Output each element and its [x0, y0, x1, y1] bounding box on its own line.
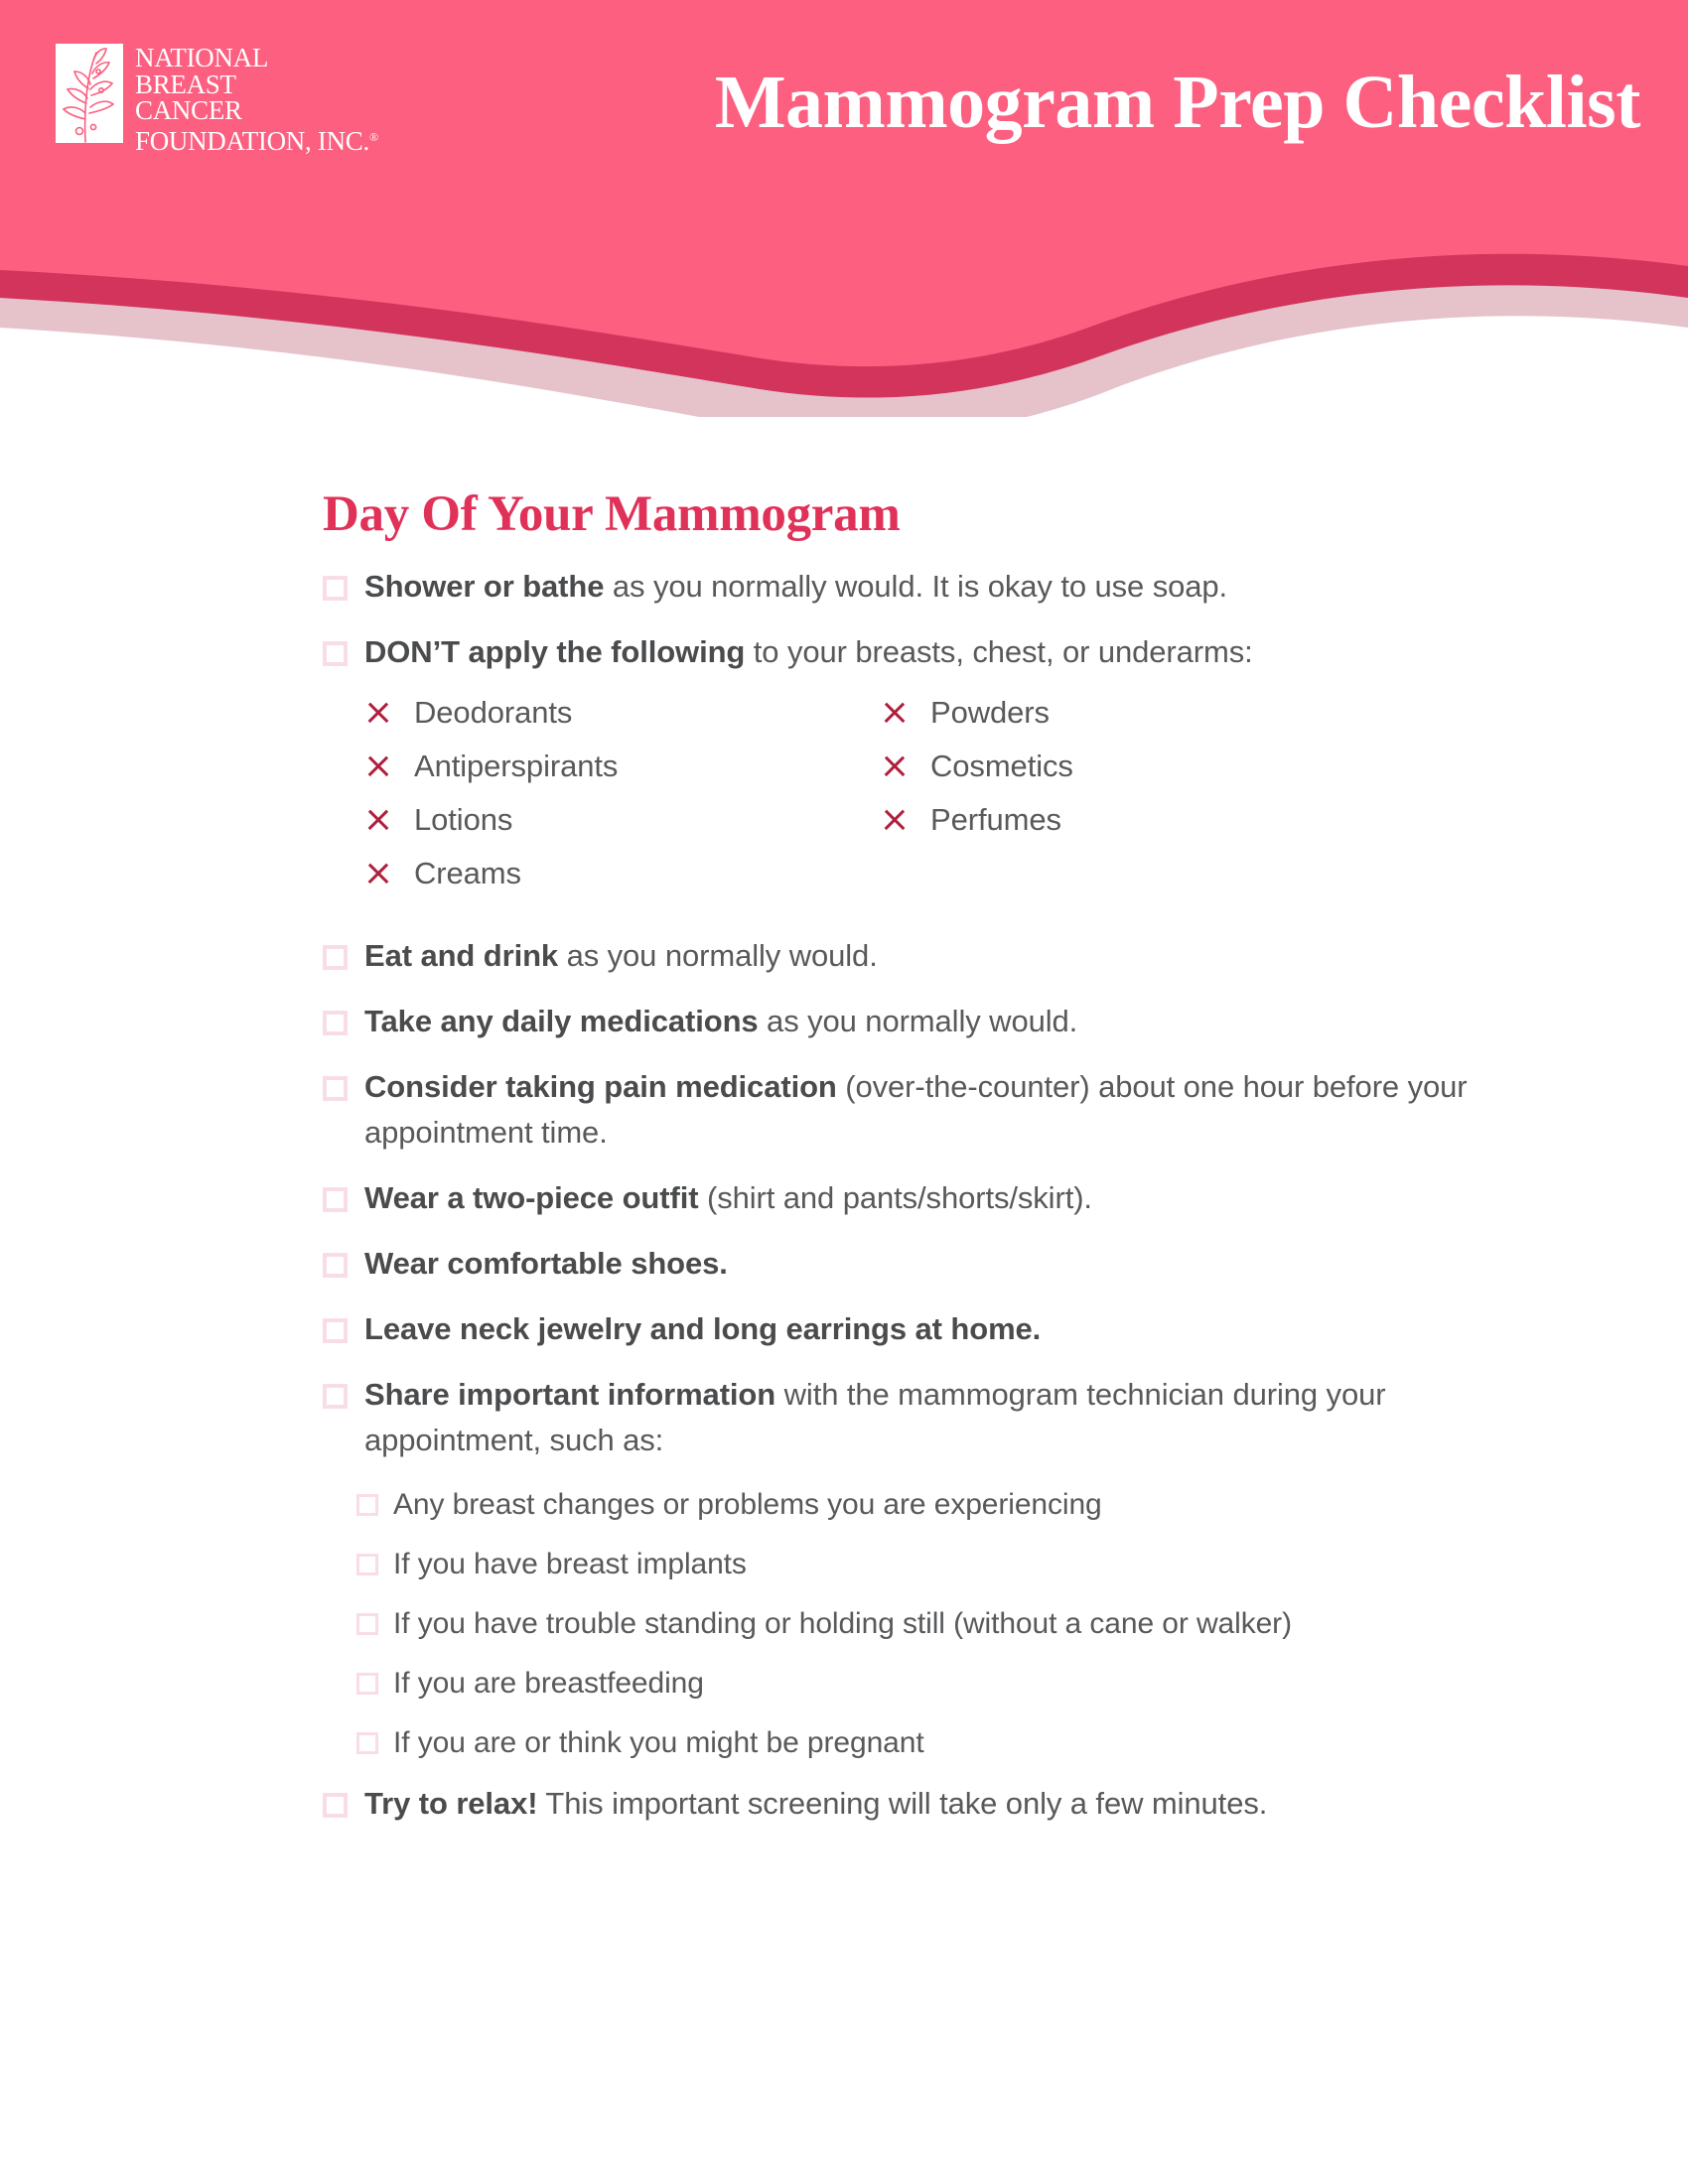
- checkbox[interactable]: [323, 1318, 348, 1343]
- checklist-item-text: [364, 933, 878, 979]
- avoid-list-label: Perfumes: [930, 802, 1061, 837]
- x-icon: [364, 860, 392, 887]
- checklist-item-text: [364, 1372, 1524, 1463]
- checklist-item-text: [364, 1781, 1267, 1827]
- avoid-list-label: Cosmetics: [930, 749, 1073, 783]
- checklist-item-bold: Wear a two-piece outfit: [364, 1180, 699, 1215]
- section-title: Day Of Your Mammogram: [323, 486, 901, 542]
- checkbox[interactable]: [356, 1732, 378, 1754]
- x-icon: [364, 699, 392, 727]
- brand-wordmark: [135, 44, 378, 154]
- checklist-item-bold: Consider taking pain medication: [364, 1069, 837, 1104]
- checkbox[interactable]: [323, 1384, 348, 1409]
- checklist-item-rest: (over-the-counter) about one hour before your appointment time.: [364, 1069, 1468, 1150]
- checklist-item-bold: Shower or bathe: [364, 569, 605, 604]
- checklist-item-text: [364, 999, 1077, 1044]
- checklist-item[interactable]: [323, 1372, 1524, 1463]
- nbcf-branch-logo-icon: [56, 44, 123, 143]
- page-title: Mammogram Prep Checklist: [714, 61, 1640, 144]
- checklist-item-text: [364, 629, 1253, 675]
- checklist-item-bold: Leave neck jewelry and long earrings at home.: [364, 1311, 1042, 1346]
- checkbox[interactable]: [356, 1494, 378, 1516]
- checklist-item-rest: to your breasts, chest, or underarms:: [745, 634, 1253, 669]
- avoid-list-item: [364, 749, 881, 784]
- logo-line-4: FOUNDATION, INC.®: [135, 125, 378, 156]
- avoid-list-label: Powders: [930, 695, 1050, 730]
- share-sub-list: [323, 1483, 1524, 1765]
- brand-logo: [56, 44, 378, 154]
- checklist-item-bold: Wear comfortable shoes.: [364, 1246, 728, 1281]
- checklist-item[interactable]: [323, 629, 1524, 675]
- checklist-item-rest: as you normally would. It is okay to use soap.: [604, 569, 1228, 604]
- checklist-item[interactable]: [323, 1241, 1524, 1287]
- checklist-item[interactable]: [323, 999, 1524, 1044]
- checkbox[interactable]: [323, 1793, 348, 1818]
- x-icon: [364, 806, 392, 834]
- sub-checklist-item-text: If you are breastfeeding: [393, 1667, 704, 1700]
- checklist-item-rest: with the mammogram technician during your appointment, such as:: [364, 1377, 1386, 1457]
- x-icon: [881, 752, 909, 780]
- avoid-list-label: Creams: [414, 856, 521, 890]
- sub-checklist-item-text: Any breast changes or problems you are experiencing: [393, 1488, 1102, 1521]
- sub-checklist-item-text: If you are or think you might be pregnant: [393, 1726, 924, 1759]
- checkbox[interactable]: [323, 1253, 348, 1278]
- checklist-item-bold: Try to relax!: [364, 1786, 538, 1821]
- avoid-list-item: [364, 856, 881, 891]
- checklist-item-bold: Share important information: [364, 1377, 776, 1412]
- checkbox[interactable]: [323, 1011, 348, 1035]
- sub-checklist-item[interactable]: [356, 1721, 1524, 1765]
- avoid-list-label: Antiperspirants: [414, 749, 619, 783]
- x-icon: [364, 752, 392, 780]
- checkbox[interactable]: [323, 1076, 348, 1101]
- checklist-item[interactable]: [323, 1064, 1524, 1156]
- checkbox[interactable]: [323, 1187, 348, 1212]
- x-icon: [881, 699, 909, 727]
- avoid-list-item: [881, 749, 1357, 784]
- checklist-item-text: [364, 1175, 1092, 1221]
- checklist-item-final[interactable]: [323, 1781, 1524, 1827]
- checkbox[interactable]: [356, 1554, 378, 1575]
- sub-checklist-item-text: If you have trouble standing or holding still (without a cane or walker): [393, 1607, 1292, 1640]
- checkbox[interactable]: [323, 641, 348, 666]
- avoid-list-item: [364, 802, 881, 838]
- checklist-item[interactable]: [323, 564, 1524, 610]
- checklist-item-rest: (shirt and pants/shorts/skirt).: [698, 1180, 1092, 1215]
- checklist-item-rest: as you normally would.: [758, 1004, 1078, 1038]
- checkbox[interactable]: [323, 576, 348, 601]
- registered-mark: ®: [368, 129, 378, 144]
- checklist-item-text: [364, 564, 1227, 610]
- logo-line-1: NATIONAL: [135, 43, 269, 72]
- checklist-item-text: [364, 1064, 1524, 1156]
- checklist-item-bold: DON’T apply the following: [364, 634, 746, 669]
- checklist-item[interactable]: [323, 933, 1524, 979]
- logo-line-3: CANCER: [135, 95, 242, 125]
- checklist-item[interactable]: [323, 1306, 1524, 1352]
- sub-checklist-item[interactable]: [356, 1602, 1524, 1646]
- checkbox[interactable]: [323, 945, 348, 970]
- avoid-list-column-2: [881, 695, 1357, 909]
- checklist-item-bold: Eat and drink: [364, 938, 559, 973]
- x-icon: [881, 806, 909, 834]
- sub-checklist-item[interactable]: [356, 1483, 1524, 1527]
- checkbox[interactable]: [356, 1613, 378, 1635]
- avoid-list-label: Deodorants: [414, 695, 573, 730]
- avoid-list-item: [881, 695, 1357, 731]
- checklist-item-text: [364, 1241, 728, 1287]
- main-content: [0, 486, 1688, 1846]
- page-header: [0, 0, 1688, 417]
- checklist-item-rest: This important screening will take only a few minutes.: [537, 1786, 1268, 1821]
- avoid-list-item: [364, 695, 881, 731]
- sub-checklist-item[interactable]: [356, 1662, 1524, 1706]
- checkbox[interactable]: [356, 1673, 378, 1695]
- avoid-list-label: Lotions: [414, 802, 513, 837]
- checklist-item-rest: as you normally would.: [558, 938, 878, 973]
- avoid-list: [323, 695, 1524, 909]
- sub-checklist-item-text: If you have breast implants: [393, 1548, 747, 1580]
- sub-checklist-item[interactable]: [356, 1543, 1524, 1586]
- checklist-item-bold: Take any daily medications: [364, 1004, 759, 1038]
- checklist-item-text: [364, 1306, 1041, 1352]
- logo-line-2: BREAST: [135, 68, 236, 99]
- checklist-item[interactable]: [323, 1175, 1524, 1221]
- avoid-list-item: [881, 802, 1357, 838]
- avoid-list-column-1: [364, 695, 881, 909]
